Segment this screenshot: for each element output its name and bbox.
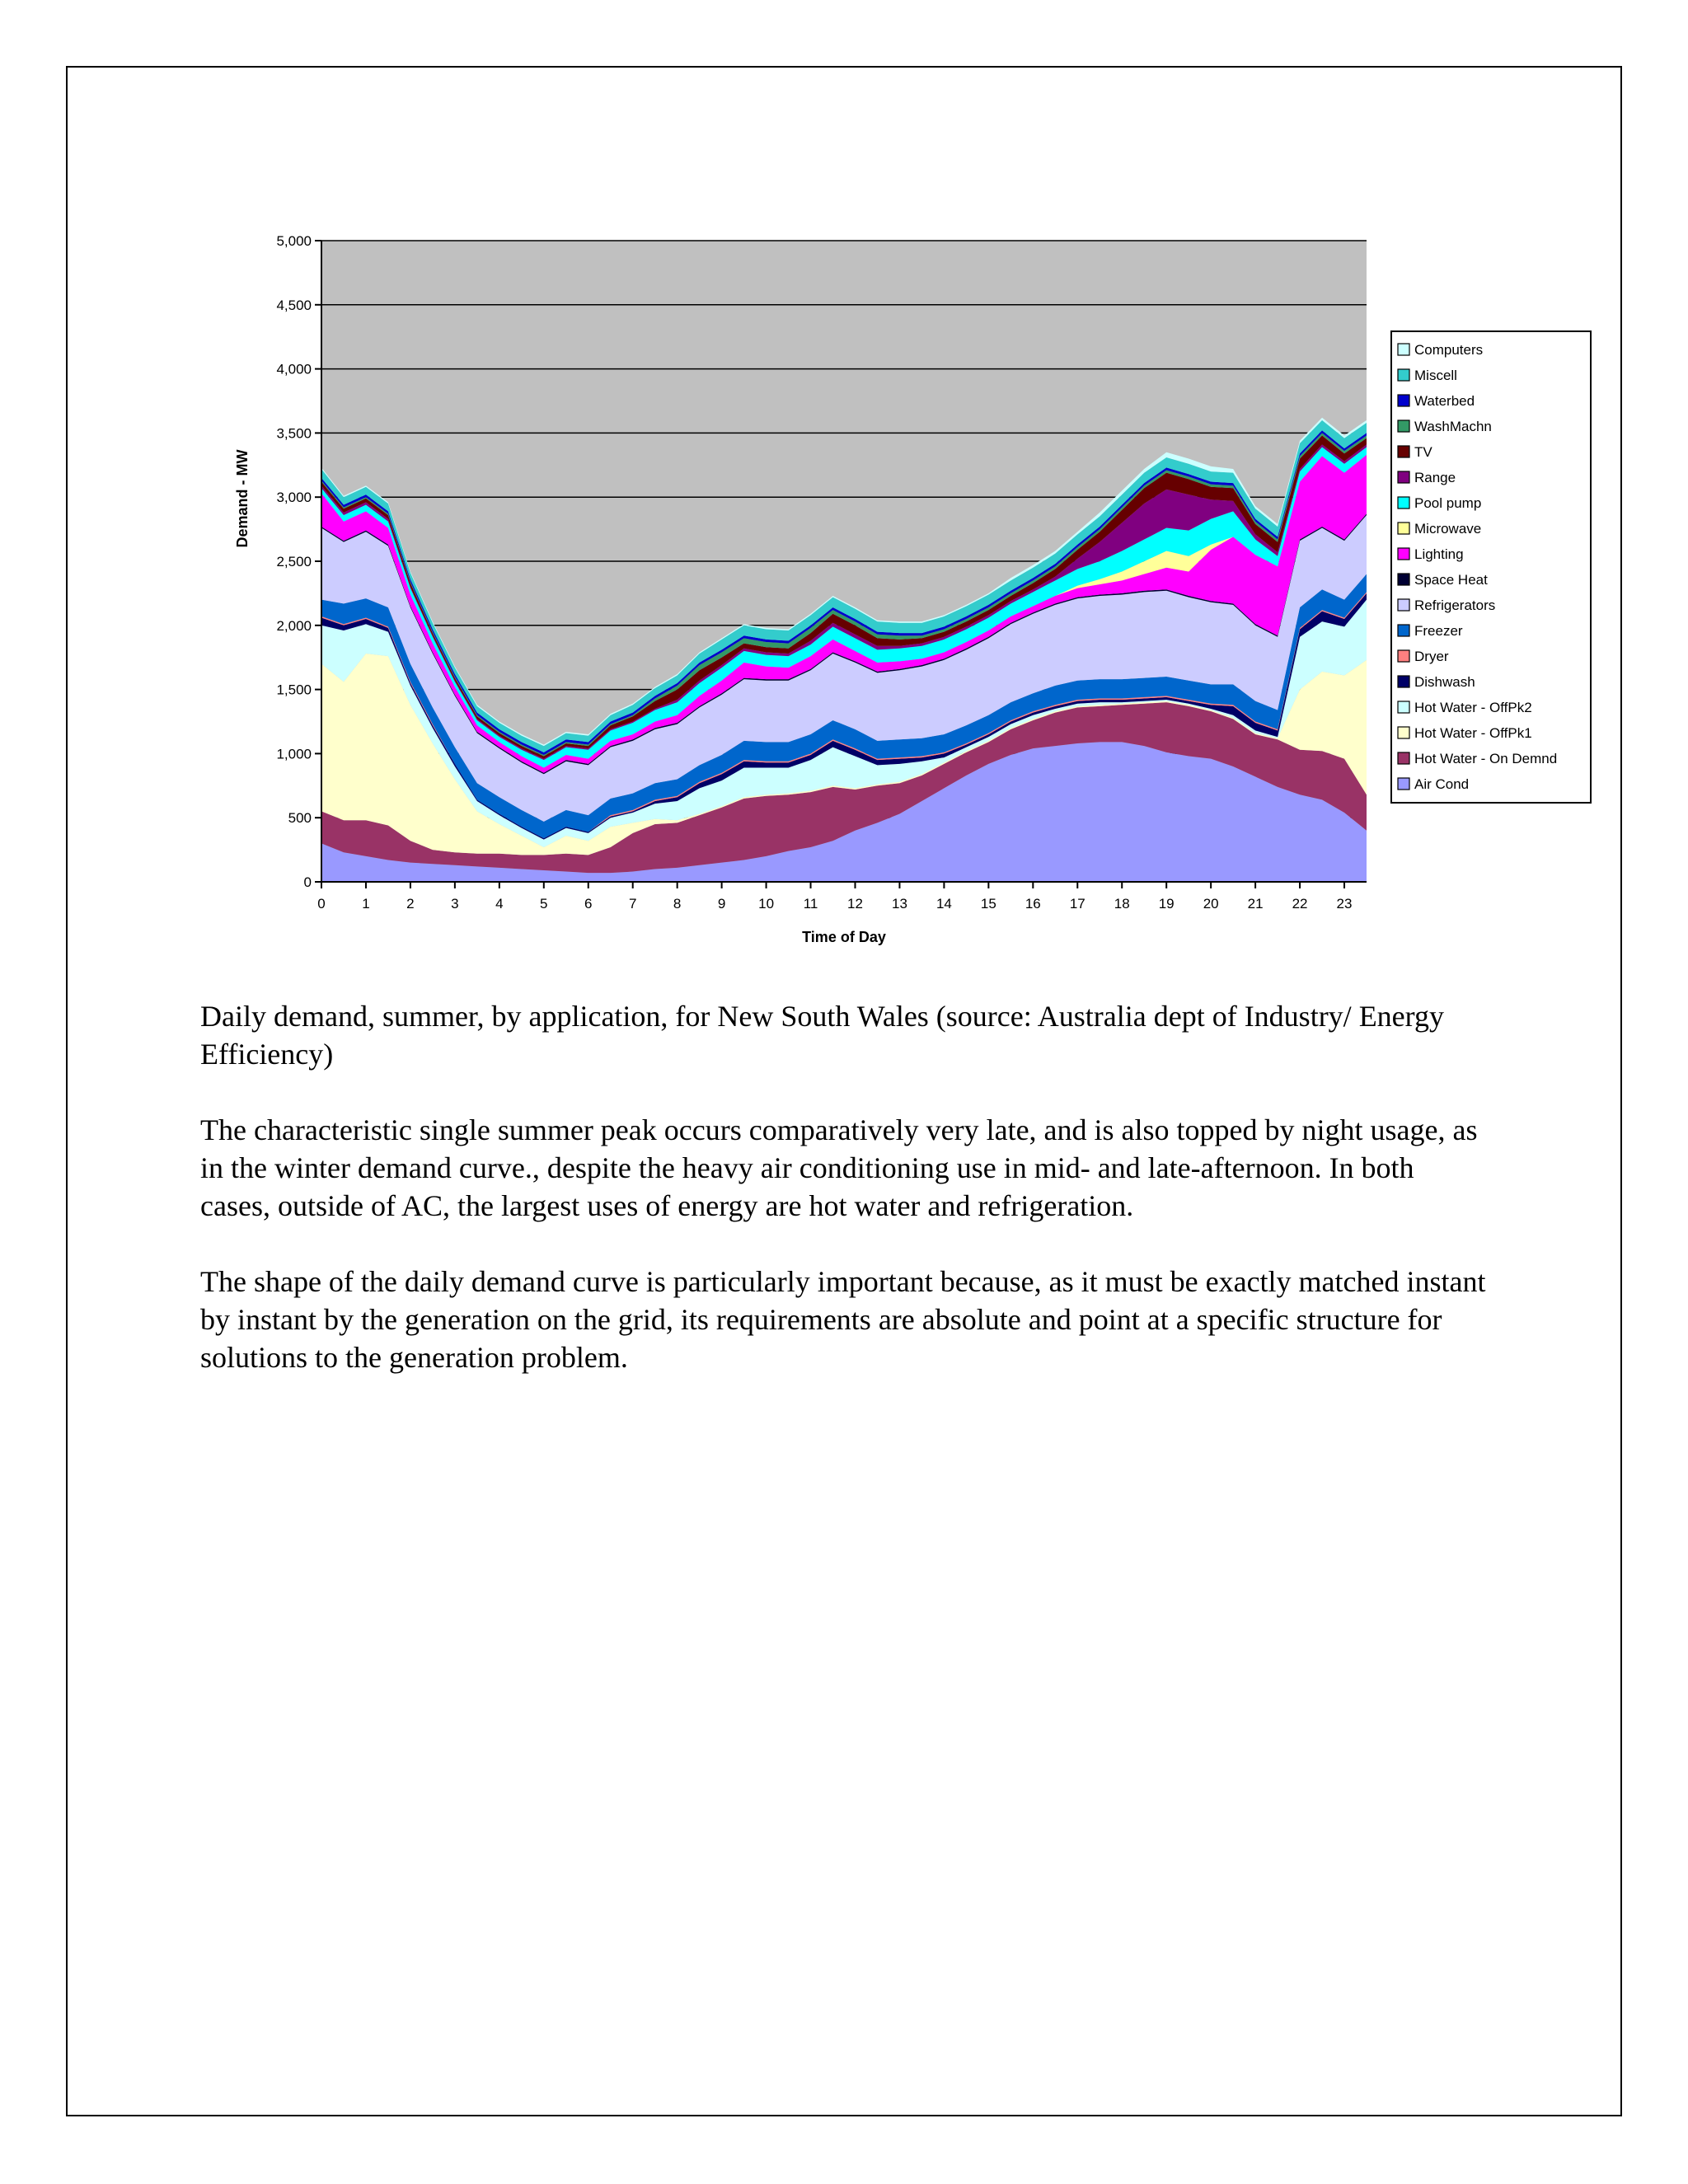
legend-swatch — [1398, 778, 1409, 790]
x-tick-label: 18 — [1114, 896, 1130, 912]
legend-label: Dryer — [1414, 649, 1449, 664]
figure-caption: Daily demand, summer, by application, for New South Wales (source: Australia dept of Industry/ Energy Efficiency) — [200, 1000, 1444, 1071]
x-tick-label: 11 — [803, 896, 818, 912]
legend-label: Air Cond — [1414, 776, 1470, 792]
legend-swatch — [1398, 676, 1409, 687]
x-tick-label: 12 — [847, 896, 863, 912]
legend-swatch — [1398, 420, 1409, 432]
x-tick-label: 21 — [1247, 896, 1264, 912]
x-tick-label: 10 — [758, 896, 775, 912]
y-tick-label: 1,500 — [276, 682, 312, 698]
legend-label: WashMachn — [1414, 419, 1492, 434]
legend-label: Microwave — [1414, 521, 1482, 537]
legend-label: Miscell — [1414, 368, 1457, 383]
text-block — [200, 997, 1486, 1414]
legend-swatch — [1398, 471, 1409, 483]
y-tick-labels — [276, 233, 321, 890]
legend-swatch — [1398, 752, 1409, 764]
x-tick-label: 5 — [540, 896, 548, 912]
y-tick-label: 3,000 — [276, 490, 312, 506]
x-tick-label: 1 — [362, 896, 370, 912]
x-tick-label: 17 — [1069, 896, 1085, 912]
body-paragraph: The shape of the daily demand curve is particularly important because, as it must be exactly matched instant by instant by the generation on the grid, its requirements are absolute and point at a specific structure for solutions to the generation problem. — [200, 1265, 1486, 1374]
x-tick-label: 8 — [673, 896, 682, 912]
legend-swatch — [1398, 369, 1409, 381]
x-tick-label: 16 — [1025, 896, 1041, 912]
legend-swatch — [1398, 395, 1409, 406]
legend-label: Hot Water - On Demnd — [1414, 751, 1558, 766]
y-tick-label: 500 — [288, 810, 312, 827]
y-tick-label: 2,000 — [276, 617, 312, 634]
x-tick-label: 19 — [1158, 896, 1175, 912]
legend-label: Waterbed — [1414, 393, 1475, 409]
legend-swatch — [1398, 548, 1409, 560]
x-tick-label: 13 — [891, 896, 907, 912]
y-tick-label: 2,500 — [276, 554, 312, 569]
legend-label: Freezer — [1414, 623, 1463, 639]
x-tick-label: 23 — [1336, 896, 1353, 912]
x-tick-label: 20 — [1203, 896, 1219, 912]
legend-label: Pool pump — [1414, 495, 1482, 511]
legend-label: Hot Water - OffPk1 — [1414, 725, 1532, 741]
legend-swatch — [1398, 701, 1409, 713]
legend-swatch — [1398, 650, 1409, 662]
stacked-area-chart — [223, 223, 1607, 964]
x-tick-label: 4 — [495, 896, 504, 912]
x-tick-label: 15 — [980, 896, 996, 912]
x-tick-label: 9 — [717, 896, 726, 912]
x-tick-labels — [317, 882, 1352, 912]
x-tick-label: 22 — [1292, 896, 1308, 912]
x-tick-label: 14 — [935, 896, 952, 912]
legend — [1391, 331, 1591, 803]
x-tick-label: 2 — [406, 896, 415, 912]
legend-label: Refrigerators — [1414, 598, 1496, 613]
legend-label: Dishwash — [1414, 674, 1475, 690]
legend-swatch — [1398, 344, 1409, 355]
legend-swatch — [1398, 625, 1409, 636]
legend-swatch — [1398, 523, 1409, 534]
x-tick-label: 7 — [628, 896, 637, 912]
y-tick-label: 1,000 — [276, 746, 312, 762]
y-tick-label: 5,000 — [276, 233, 312, 249]
y-tick-label: 4,000 — [276, 361, 312, 377]
legend-label: Computers — [1414, 342, 1484, 358]
y-tick-label: 4,500 — [276, 297, 312, 313]
body-paragraph: The characteristic single summer peak occurs comparatively very late, and is also topped by night usage, as in the winter demand curve., despite the heavy air conditioning use in mid- and late-afternoon. In both cases, outside of AC, the largest uses of energy are hot water and refrigeration. — [200, 1113, 1478, 1222]
legend-label: Space Heat — [1414, 572, 1488, 588]
x-axis-label: Time of Day — [802, 929, 886, 945]
legend-label: Hot Water - OffPk2 — [1414, 700, 1532, 715]
legend-swatch — [1398, 727, 1409, 738]
x-tick-label: 0 — [317, 896, 326, 912]
legend-label: Range — [1414, 470, 1456, 485]
legend-label: Lighting — [1414, 546, 1464, 562]
legend-swatch — [1398, 497, 1409, 509]
legend-swatch — [1398, 574, 1409, 585]
x-tick-label: 6 — [584, 896, 593, 912]
y-tick-label: 3,500 — [276, 425, 312, 442]
legend-swatch — [1398, 446, 1409, 457]
legend-label: TV — [1414, 444, 1432, 460]
x-tick-label: 3 — [451, 896, 459, 912]
legend-swatch — [1398, 599, 1409, 611]
y-axis-label: Demand - MW — [234, 449, 251, 548]
y-tick-label: 0 — [303, 874, 312, 890]
